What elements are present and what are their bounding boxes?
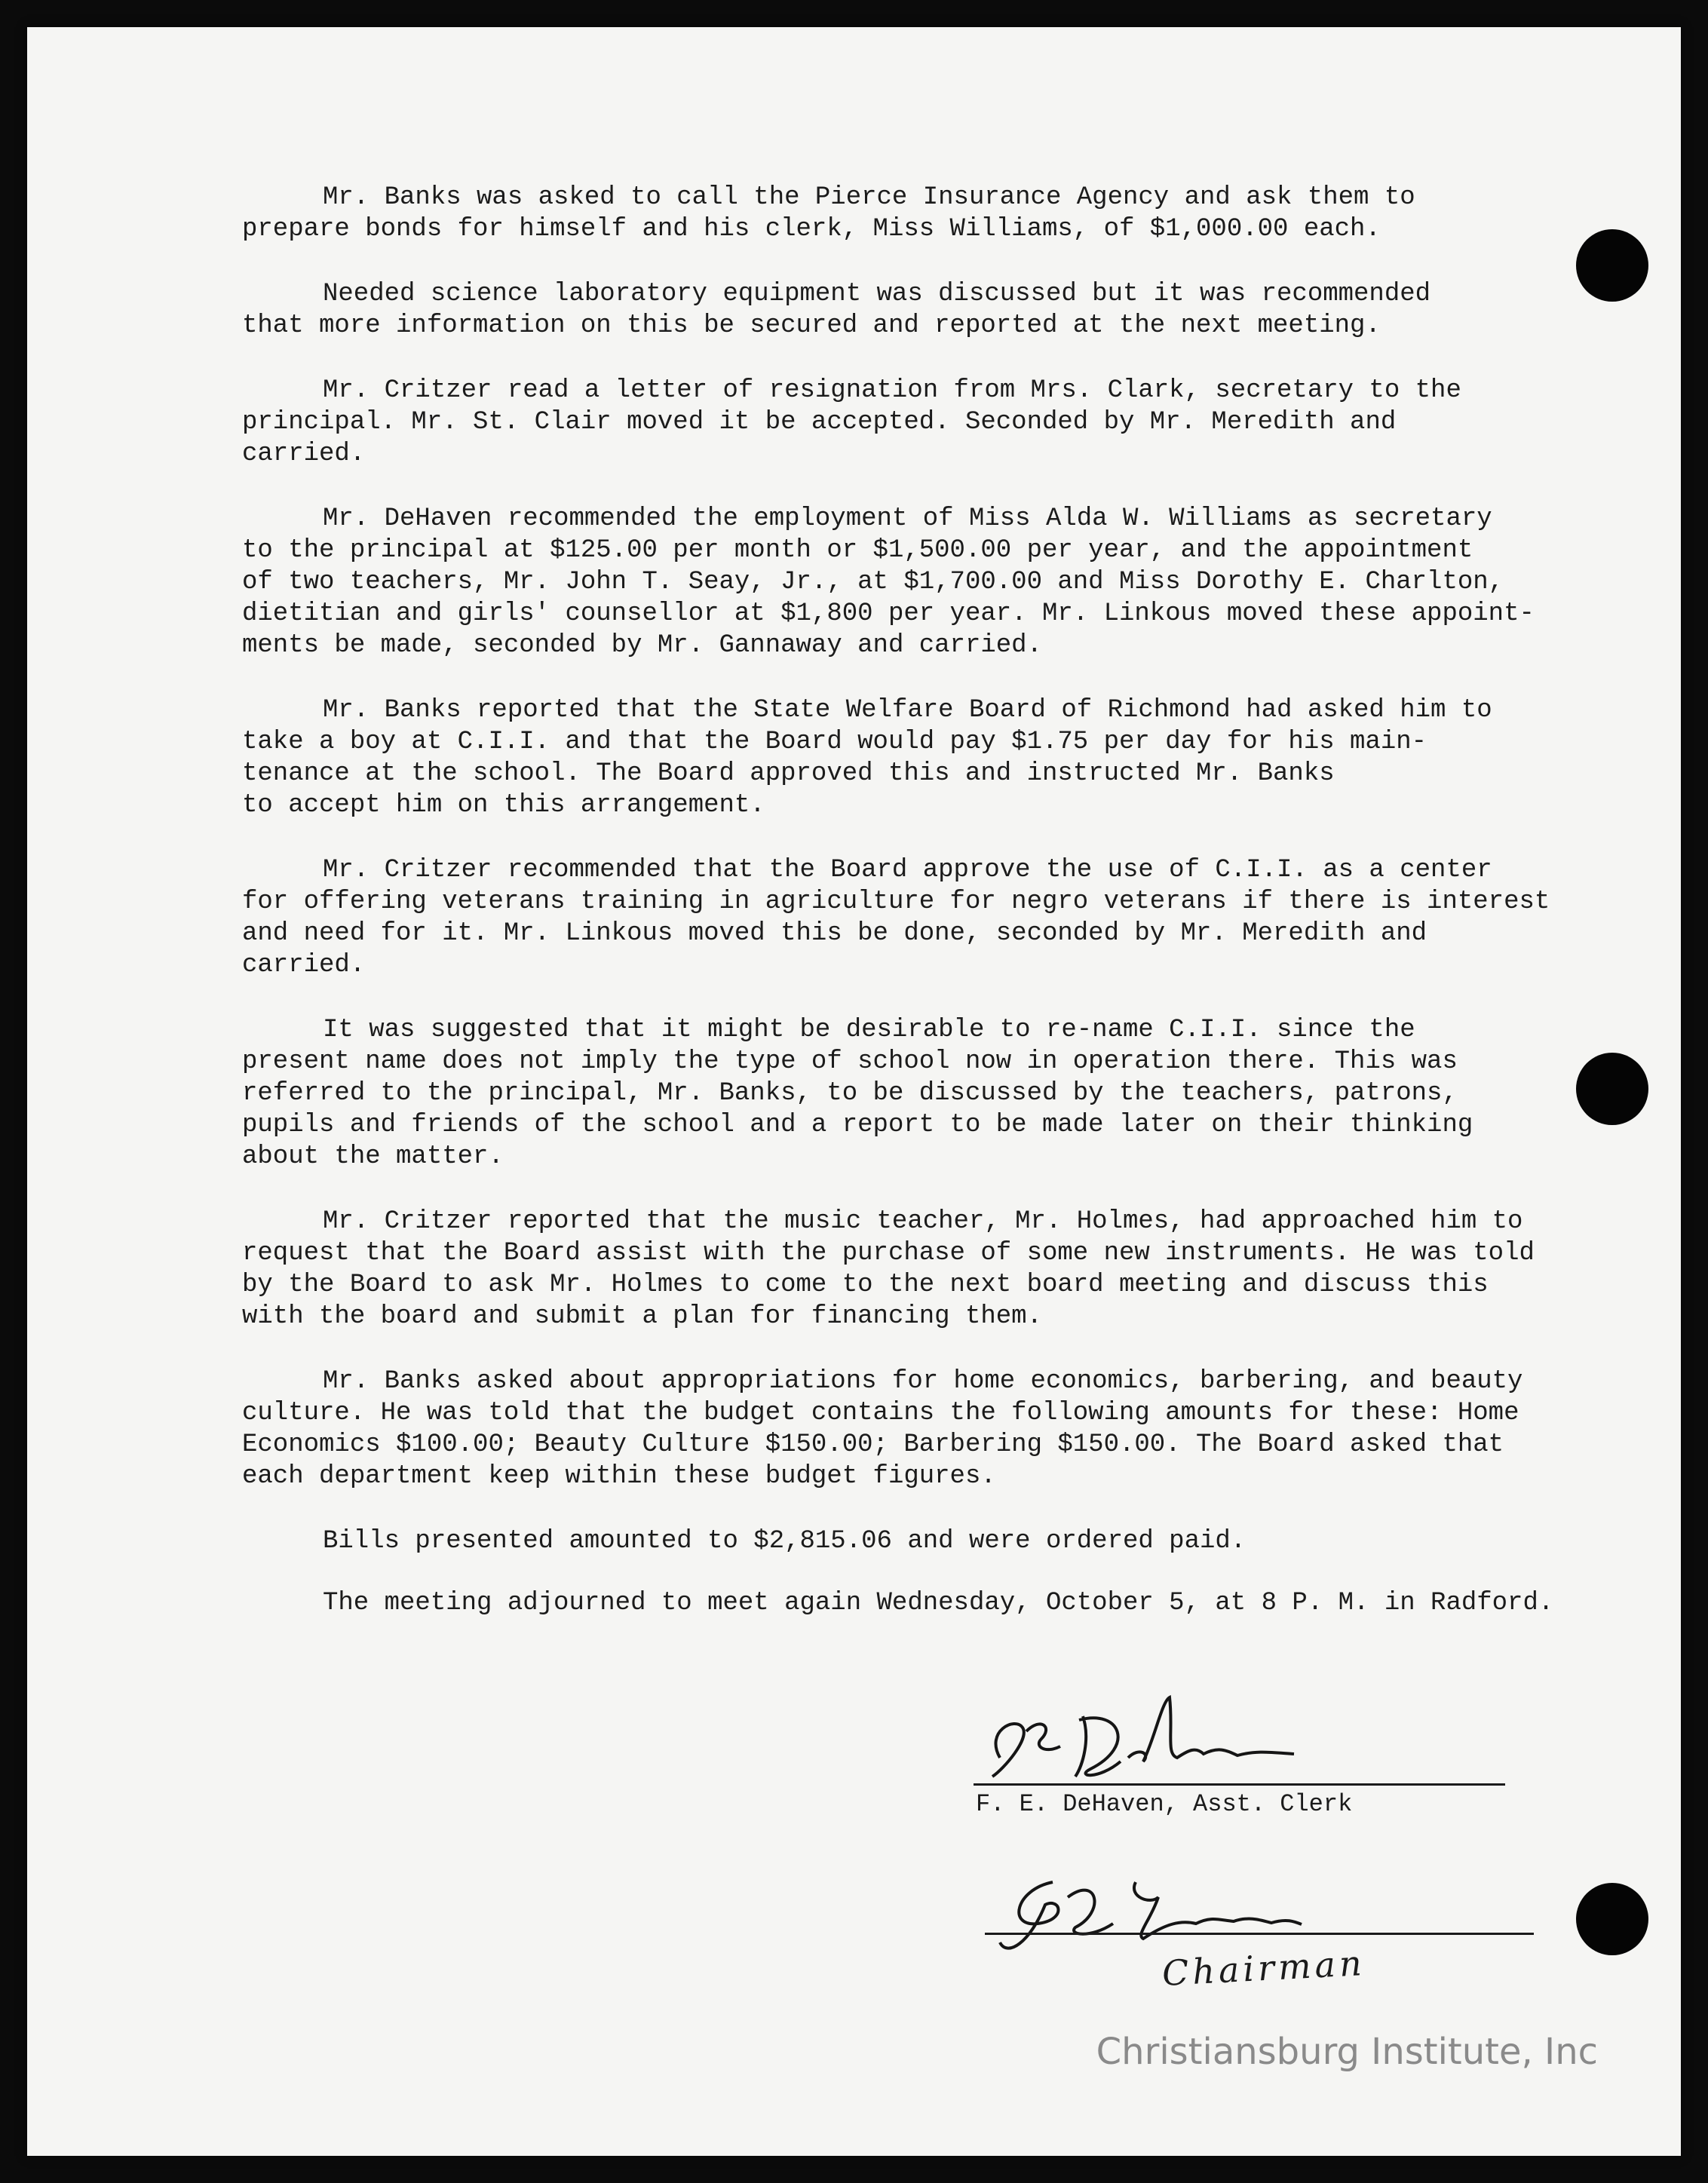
- minutes-body: [242, 182, 1667, 1649]
- paragraph-resignation: Mr. Critzer read a letter of resignation from Mrs. Clark, secretary to the principal. Mr. St. Clair moved it be accepted. Seconded by Mr. Meredith and carried.: [242, 376, 1461, 468]
- paragraph-adjournment: The meeting adjourned to meet again Wednesday, October 5, at 8 P. M. in Radford.: [323, 1589, 1554, 1617]
- document-page: [27, 27, 1681, 2156]
- chairman-label: Chairman: [1161, 1942, 1366, 1994]
- chairman-signature-line: [985, 1933, 1534, 1935]
- paragraph-music-instruments: Mr. Critzer reported that the music teacher, Mr. Holmes, had approached him to request that the Board assist with the purchase of some new instruments. He was told by the Board to ask Mr. Holmes to come to the next board meeting and discuss this with the board and submit a plan for financing them.: [242, 1207, 1535, 1331]
- clerk-signature-line: [974, 1783, 1505, 1786]
- paragraph-welfare-board: Mr. Banks reported that the State Welfare Board of Richmond had asked him to take a boy at C.I.I. and that the Board would pay $1.75 per day for his main- tenance at the school. The Board approved this and instructed Mr. Banks to accept him on this arrangement.: [242, 696, 1492, 820]
- paragraph-insurance-bonds: Mr. Banks was asked to call the Pierce Insurance Agency and ask them to prepare bonds for himself and his clerk, Miss Williams, of $1,000.00 each.: [242, 183, 1415, 244]
- clerk-name: F. E. DeHaven, Asst. Clerk: [976, 1790, 1353, 1818]
- paragraph-veterans-training: Mr. Critzer recommended that the Board approve the use of C.I.I. as a center for offering veterans training in agriculture for negro veterans if there is interest and need for it. Mr. Linkous moved this be done, seconded by Mr. Meredith and carried.: [242, 856, 1550, 980]
- paragraph-rename-school: It was suggested that it might be desirable to re-name C.I.I. since the present name does not imply the type of school now in operation there. This was referred to the principal, Mr. Banks, to be discussed by the teachers, patrons, pupils and friends of the school and a report to be made later on their thinking about the matter.: [242, 1016, 1473, 1171]
- paragraph-bills: Bills presented amounted to $2,815.06 and were ordered paid.: [323, 1527, 1247, 1556]
- paragraph-appropriations: Mr. Banks asked about appropriations for home economics, barbering, and beauty culture. He was told that the budget contains the following amounts for these: Home Economics $100.00; Beauty Culture $150.00; Barbering $150.00. The Board asked that each department keep within these budget figures.: [242, 1367, 1523, 1491]
- watermark: Christiansburg Institute, Inc: [1096, 2031, 1598, 2073]
- paragraph-lab-equipment: Needed science laboratory equipment was discussed but it was recommended that more information on this be secured and reported at the next meeting.: [242, 280, 1431, 340]
- punch-hole-bottom: [1576, 1883, 1648, 1955]
- clerk-signature: [970, 1686, 1392, 1799]
- paragraph-employment: Mr. DeHaven recommended the employment of Miss Alda W. Williams as secretary to the principal at $125.00 per month or $1,500.00 per year, and the appointment of two teachers, Mr. John T. Seay, Jr., at $1,700.00 and Miss Dorothy E. Charlton, dietitian and girls' counsellor at $1,800 per year. Mr. Linkous moved these appoint- ments be made, seconded by Mr. Gannaway and carried.: [242, 504, 1535, 660]
